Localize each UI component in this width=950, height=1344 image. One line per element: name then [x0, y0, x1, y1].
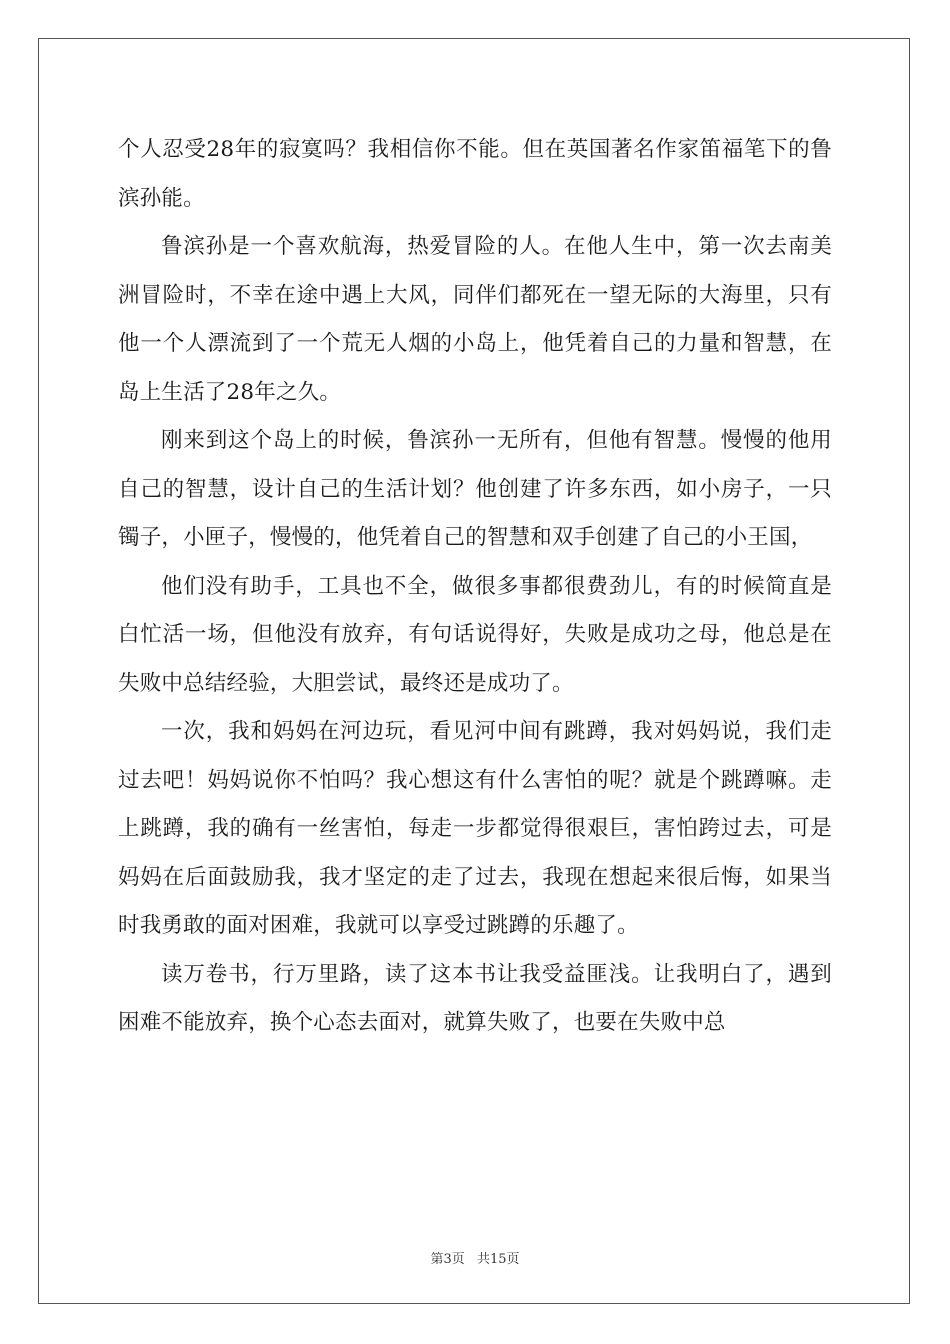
total-pages: 共15页 [476, 1252, 520, 1267]
paragraph-2: 鲁滨孙是一个喜欢航海，热爱冒险的人。在他人生中，第一次去南美洲冒险时，不幸在途中遇上大风，同伴们都死在一望无际的大海里，只有他一个人漂流到了一个荒无人烟的小岛上，他凭着自己的力量和智慧，在岛上生活了28年之久。 [118, 234, 832, 405]
document-body [118, 126, 832, 1048]
page-number: 第3页 [430, 1252, 465, 1267]
paragraph-5: 一次，我和妈妈在河边玩，看见河中间有跳蹲，我对妈妈说，我们走过去吧！妈妈说你不怕吗？我心想这有什么害怕的呢？就是个跳蹲嘛。走上跳蹲，我的确有一丝害怕，每走一步都觉得很艰巨，害怕跨过去，可是妈妈在后面鼓励我，我才坚定的走了过去，我现在想起来很后悔，如果当时我勇敢的面对困难，我就可以享受过跳蹲的乐趣了。 [118, 719, 832, 938]
paragraph-1: 个人忍受28年的寂寞吗？我相信你不能。但在英国著名作家笛福笔下的鲁滨孙能。 [118, 137, 832, 211]
page-footer [0, 1248, 950, 1267]
paragraph-4: 他们没有助手，工具也不全，做很多事都很费劲儿，有的时候简直是白忙活一场，但他没有放弃，有句话说得好，失败是成功之母，他总是在失败中总结经验，大胆尝试，最终还是成功了。 [118, 573, 832, 696]
paragraph-3: 刚来到这个岛上的时候，鲁滨孙一无所有，但他有智慧。慢慢的他用自己的智慧，设计自己的生活计划？他创建了许多东西，如小房子，一只镯子，小匣子，慢慢的，他凭着自己的智慧和双手创建了自己的小王国， [118, 428, 832, 550]
paragraph-6: 读万卷书，行万里路，读了这本书让我受益匪浅。让我明白了，遇到困难不能放弃，换个心态去面对，就算失败了，也要在失败中总 [118, 961, 832, 1035]
